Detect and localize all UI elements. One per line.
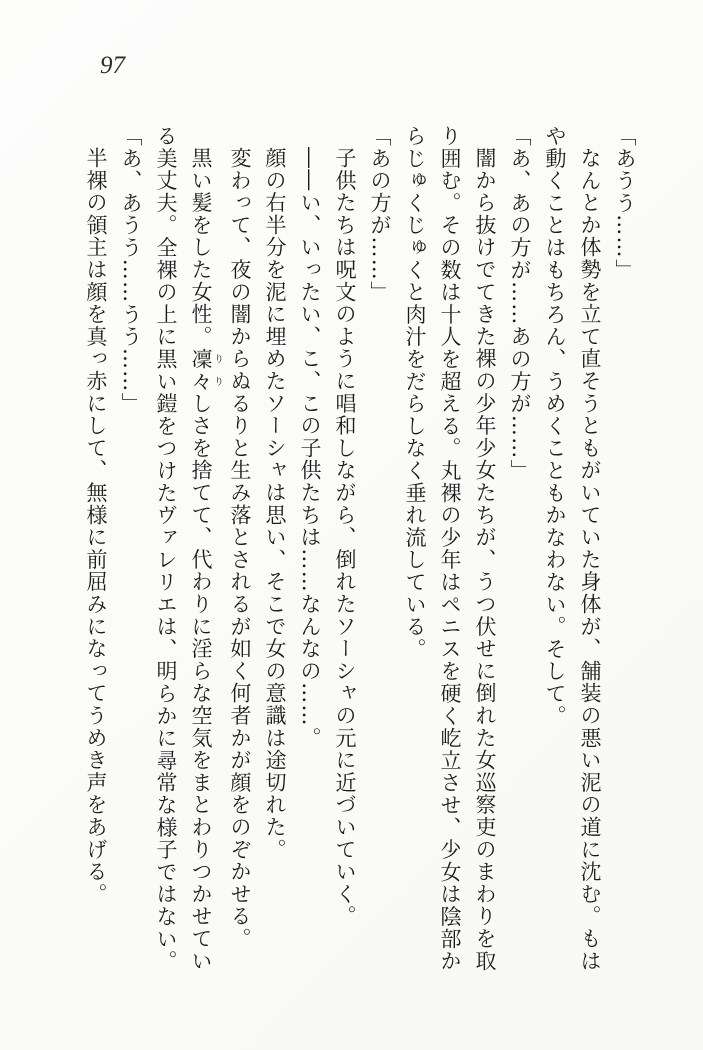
text-column: 闇から抜けでてきた裸の少年少女たちが、うつ伏せに倒れた女巡察吏のまわりを取 (473, 147, 497, 973)
text-column: 「あの方が……」 (368, 125, 392, 304)
text-column: 半裸の領主は顔を真っ赤にして、無様に前屈みになってうめき声をあげる。 (84, 147, 108, 906)
text-column: 顔の右半分を泥に埋めたソーシャは思い、そこで女の意識は途切れた。 (263, 147, 287, 861)
text-column: る美丈夫。全裸の上に黒い鎧をつけたヴァレリエは、明らかに尋常な様子ではない。 (154, 125, 178, 973)
text-column: ――い、いったい、こ、この子供たちは……なんなの……。 (298, 147, 322, 750)
text-body (82, 125, 642, 987)
ruby-annotated-word: 凜々りり (189, 348, 223, 393)
text-column: なんとか体勢を立て直そうともがいていた身体が、舗装の悪い泥の道に沈む。もは (578, 147, 602, 973)
text-column: り囲む。その数は十人を超える。丸裸の少年はペニスを硬く屹立させ、少女は陰部か (438, 125, 462, 973)
text-column: や動くことはもちろん、うめくこともかなわない。そして。 (543, 125, 567, 728)
text-column: 「あ、あうう……うう……」 (119, 125, 143, 415)
text-column: 「あうう……」 (613, 125, 637, 282)
text-column: 「あ、あの方が……あの方が……」 (508, 125, 532, 482)
text-column: 変わって、夜の闇からぬるりと生み落とされるが如く何者かが顔をのぞかせる。 (228, 147, 252, 951)
text-column: らじゅくじゅくと肉汁をだらしなく垂れ流している。 (403, 125, 427, 661)
page-number: 97 (100, 52, 125, 79)
text-column: 子供たちは呪文のように唱和しながら、倒れたソーシャの元に近づいていく。 (333, 147, 357, 928)
text-column: 黒い髪をした女性。凜々りりしさを捨てて、代わりに淫らな空気をまとわりつかせてい (189, 147, 223, 973)
